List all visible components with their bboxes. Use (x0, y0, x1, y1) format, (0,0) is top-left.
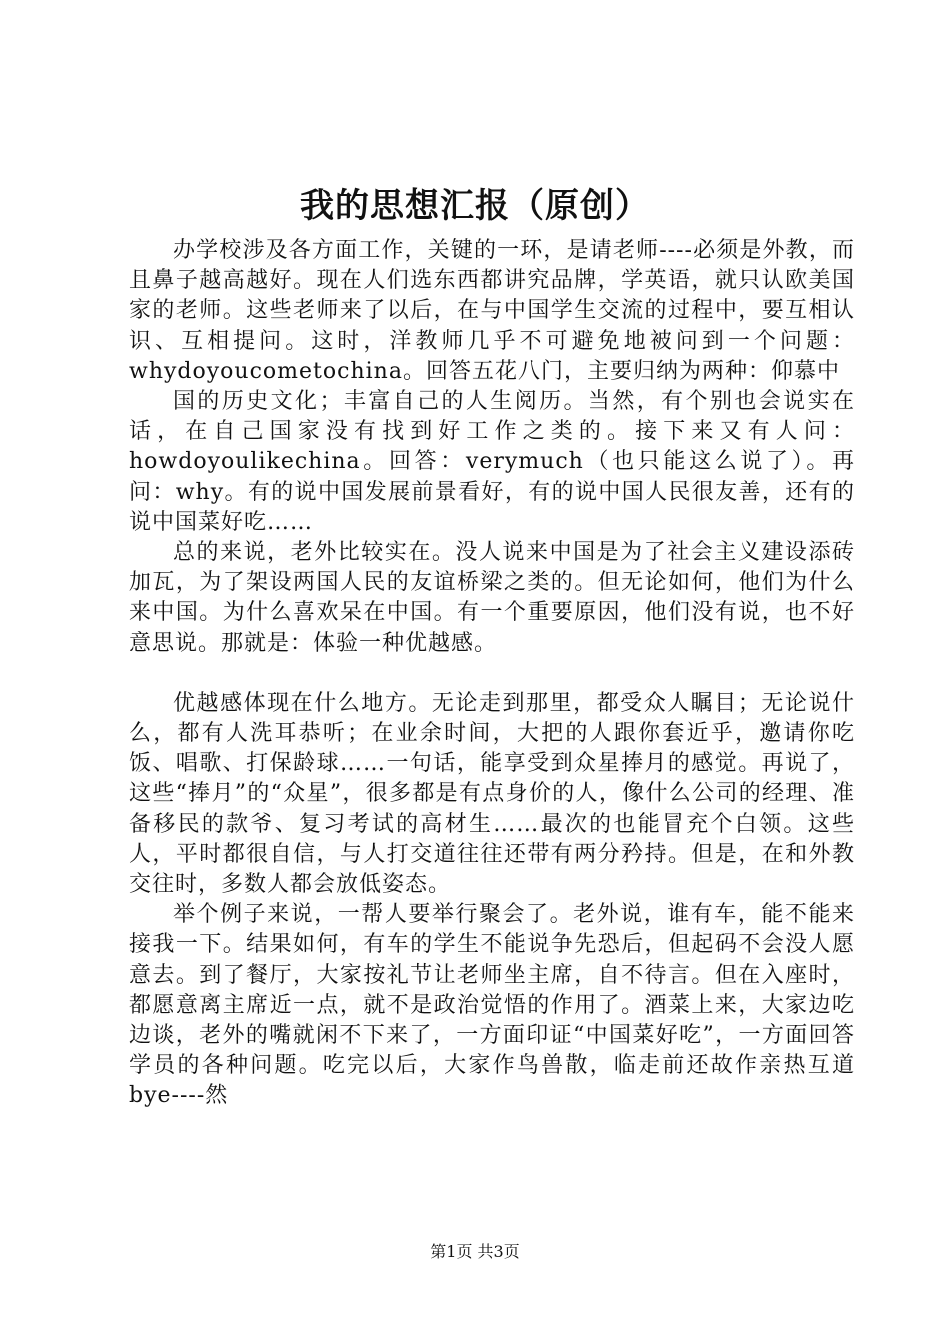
document-title: 我的思想汇报（原创） (300, 186, 650, 226)
paragraph-2: 国的历史文化；丰富自己的人生阅历。当然，有个别也会说实在话，在自己国家没有找到好工作之类的。接下来又有人问：howdoyoulikechina。回答：verymuch（也只能这么说了）。再问：why。有的说中国发展前景看好，有的说中国人民很友善，还有的说中国菜好吃…… (129, 389, 855, 535)
paragraph-4: 优越感体现在什么地方。无论走到那里，都受众人瞩目；无论说什么，都有人洗耳恭听；在业余时间，大把的人跟你套近乎，邀请你吃饭、唱歌、打保龄球……一句话，能享受到众星捧月的感觉。再说了，这些“捧月”的“众星”，很多都是有点身价的人，像什么公司的经理、准备移民的款爷、复习考试的高材生……最次的也能冒充个白领。这些人，平时都很自信，与人打交道往往还带有两分矜持。但是，在和外教交往时，多数人都会放低姿态。 (129, 690, 855, 898)
page-footer: 第1页 共3页 (430, 1242, 520, 1261)
paragraph-5: 举个例子来说，一帮人要举行聚会了。老外说，谁有车，能不能来接我一下。结果如何，有车的学生不能说争先恐后，但起码不会没人愿意去。到了餐厅，大家按礼节让老师坐主席，自不待言。但在入座时，都愿意离主席近一点，就不是政治觉悟的作用了。酒菜上来，大家边吃边谈，老外的嘴就闲不下来了，一方面印证“中国菜好吃”，一方面回答学员的各种问题。吃完以后，大家作鸟兽散，临走前还故作亲热互道bye----然 (129, 902, 855, 1109)
paragraph-1: 办学校涉及各方面工作，关键的一环，是请老师----必须是外教，而且鼻子越高越好。现在人们选东西都讲究品牌，学英语，就只认欧美国家的老师。这些老师来了以后，在与中国学生交流的过程中，要互相认识、互相提问。这时，洋教师几乎不可避免地被问到一个问题：whydoyoucometochina。回答五花八门，主要归纳为两种：仰慕中 (129, 238, 855, 384)
document-body (129, 236, 855, 1112)
paragraph-spacer (129, 659, 855, 689)
paragraph-3: 总的来说，老外比较实在。没人说来中国是为了社会主义建设添砖加瓦，为了架设两国人民的友谊桥梁之类的。但无论如何，他们为什么来中国。为什么喜欢呆在中国。有一个重要原因，他们没有说，也不好意思说。那就是：体验一种优越感。 (129, 540, 855, 656)
